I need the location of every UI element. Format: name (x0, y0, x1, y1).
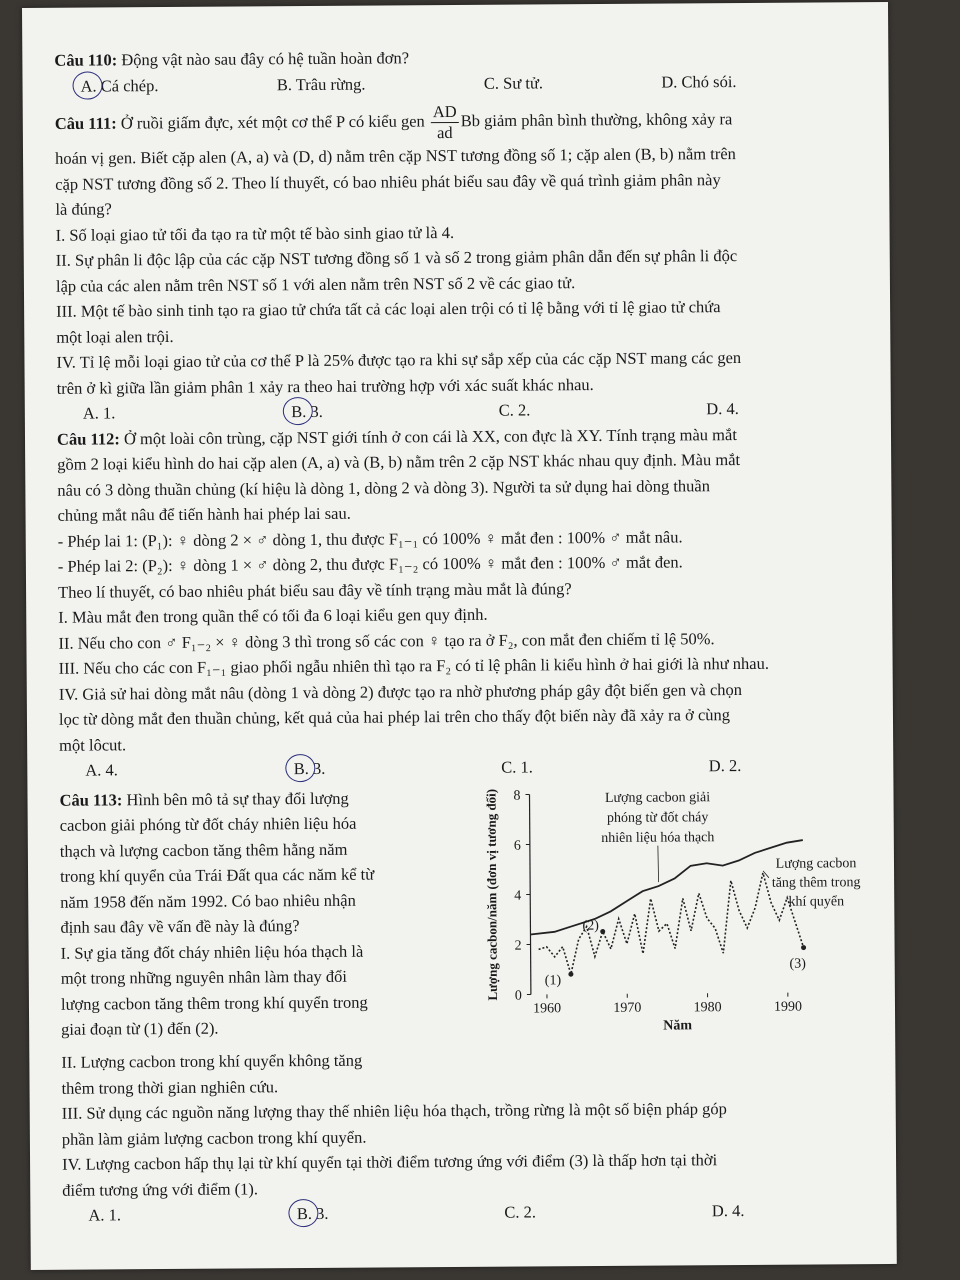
fraction-numerator: AD (431, 102, 459, 123)
annotation-dot (600, 928, 605, 933)
annotation-label: (2) (582, 917, 599, 934)
question-111-body (55, 140, 869, 401)
option-label: C. 1. (501, 757, 533, 777)
legend-atmosphere-line: tăng thêm trong (771, 874, 861, 891)
x-tick-label: 1990 (773, 999, 802, 1015)
x-tick-label: 1980 (693, 999, 722, 1015)
fraction-denominator: ad (437, 122, 453, 143)
question-text: Ở ruồi giấm đực, xét một cơ thể P có kiểu gen (116, 111, 429, 133)
option-d[interactable] (661, 69, 736, 95)
option-label: C. 2. (504, 1202, 537, 1222)
page-content (54, 42, 874, 1228)
option-a[interactable] (80, 73, 158, 99)
y-tick-label: 4 (514, 888, 522, 904)
text-line: một lôcut. (59, 734, 127, 755)
statement-2: II. Sự phân li độc lập của các cặp NST tương đồng số 1 và số 2 trong giảm phân dẫn đến sự phân li độc (55, 246, 738, 270)
text-line: chủng mắt nâu để tiến hành hai phép lai sau. (57, 503, 351, 525)
text-line: định sau đây về vấn đề này là đúng? (60, 916, 300, 937)
option-label: B. 3. (296, 1203, 329, 1224)
text-line: một trong những nguyên nhân làm thay đổi (60, 966, 348, 988)
text-line: phần làm giảm lượng cacbon trong khí quyển. (61, 1127, 367, 1149)
legend-atmosphere-pointer (763, 870, 769, 877)
legend-atmosphere-line: khí quyển (788, 893, 845, 910)
option-label: B. 3. (293, 758, 326, 779)
statement-4: IV. Giả sử hai dòng mắt nâu (dòng 1 và dòng 2) được tạo ra nhờ phương pháp gây đột biến gen và chọn (58, 679, 743, 704)
option-b[interactable] (277, 71, 366, 97)
y-tick-label: 2 (514, 938, 522, 954)
annotation-dot (568, 971, 573, 976)
legend-atmosphere-line: Lượng cacbon (775, 855, 857, 872)
text-line: thạch và lượng cacbon tăng thêm hằng năm (59, 839, 348, 861)
option-d[interactable] (706, 396, 739, 422)
statement-3: III. Nếu cho các con F₁₋₁ giao phối ngẫu nhiên thì tạo ra F₂ có tỉ lệ phân li kiểu hình ở hai giới là như nhau. (58, 653, 770, 678)
cross-1: - Phép lai 1: (P₁): ♀ dòng 2 × ♂ dòng 1, thu được F₁₋₁ có 100% ♀ mắt đen : 100% ♂ mắt nâu. (57, 526, 683, 551)
text-line: lượng cacbon tăng thêm trong khí quyển trong (60, 992, 368, 1014)
option-label: D. 4. (711, 1200, 745, 1221)
exam-page (22, 2, 897, 1270)
carbon-chart (457, 782, 873, 1047)
option-a[interactable] (88, 1202, 121, 1228)
legend-fossil-pointer (658, 845, 659, 882)
x-tick-label: 1970 (613, 1000, 642, 1016)
option-label: D. Chó sói. (661, 71, 737, 92)
option-d[interactable] (709, 753, 742, 779)
statement-3: III. Sử dụng các nguồn năng lượng thay thế nhiên liệu hóa thạch, trồng rừng là một số biện pháp góp (61, 1099, 727, 1123)
option-c[interactable] (484, 70, 543, 96)
question-number: Câu 113: (59, 789, 123, 810)
question-113 (59, 784, 457, 812)
question-113-text (59, 784, 459, 1049)
x-tick-label: 1960 (533, 1000, 562, 1016)
option-label: C. 2. (498, 400, 531, 420)
text-line: giai đoạn từ (1) đến (2). (61, 1018, 219, 1039)
statement-4: IV. Lượng cacbon hấp thụ lại từ khí quyển tại thời điểm tương ứng với điểm (3) là thấp hơn tại thời (62, 1150, 718, 1174)
option-a[interactable] (85, 757, 118, 783)
answer-circle-mark (72, 71, 102, 99)
cross-2: - Phép lai 2: (P₂): ♀ dòng 1 × ♂ dòng 2, thu được F₁₋₂ có 100% ♀ mắt đen : 100% ♂ mắt đen. (57, 552, 683, 576)
statement-1: I. Màu mắt đen trong quần thể có tối đa 6 loại kiểu gen quy định. (58, 604, 488, 627)
text-line: nâu có 3 dòng thuần chủng (kí hiệu là dòng 1, dòng 2 và dòng 3). Người ta sử dụng hai dòng thuần (57, 475, 711, 500)
y-tick-label: 6 (513, 838, 521, 854)
text-line: cacbon giải phóng từ đốt cháy nhiên liệu hóa (59, 813, 357, 835)
y-tick-label: 0 (514, 988, 522, 1004)
options-112 (59, 752, 871, 783)
option-label: A. 1. (88, 1205, 122, 1225)
series-line-fossil (530, 840, 804, 934)
question-number: Câu 111: (54, 113, 117, 134)
question-number: Câu 112: (56, 428, 120, 449)
text-line: trên ở kì giữa lần giảm phân 1 xảy ra theo hai trường hợp với xác suất khác nhau. (56, 374, 594, 398)
question-112-body (57, 446, 871, 758)
question-text: Ở một loài côn trùng, cặp NST giới tính ở con cái là XX, con đực là XY. Tính trạng màu mắt (119, 424, 737, 448)
option-b[interactable] (297, 1201, 329, 1227)
y-tick-label: 8 (513, 788, 521, 804)
option-label: A. Cá chép. (80, 75, 159, 96)
question-111 (55, 99, 867, 146)
statement-2: II. Nếu cho con ♂ F₁₋₂ × ♀ dòng 3 thì trong số các con ♀ tạo ra ở F₂, con mắt đen chiếm tỉ lệ 50%. (58, 628, 715, 653)
annotation-label: (3) (789, 956, 806, 972)
legend-fossil-line: nhiên liệu hóa thạch (601, 829, 715, 846)
text-line: một loại alen trội. (56, 326, 174, 347)
question-text: Hình bên mô tả sự thay đổi lượng (122, 788, 349, 809)
question-text: Bb giảm phân bình thường, không xảy ra (460, 109, 733, 131)
question-text: Động vật nào sau đây có hệ tuần hoàn đơn? (117, 48, 410, 70)
option-label: D. 2. (708, 755, 742, 776)
option-label: B. Trâu rừng. (276, 74, 366, 94)
option-a[interactable] (83, 400, 116, 426)
option-label: A. 4. (85, 760, 118, 780)
annotation-dot (801, 945, 806, 950)
option-c[interactable] (504, 1199, 536, 1225)
text-line: lập của các alen nằm trên NST số 1 với alen nằm trên NST số 2 về các giao tử. (55, 272, 576, 296)
statement-3: III. Một tế bào sinh tinh tạo ra giao tử chứa tất cả các loại alen trội có tỉ lệ bằng với tỉ lệ giao tử chứa (56, 297, 721, 321)
legend-fossil-line: phóng từ đốt cháy (606, 809, 709, 826)
statement-2: II. Lượng cacbon trong khí quyển không tăng (61, 1050, 363, 1072)
statement-1: I. Số loại giao tử tối đa tạo ra từ một tế bào sinh giao tử là 4. (55, 222, 455, 245)
option-label: B. 3. (291, 401, 323, 422)
question-number: Câu 110: (54, 50, 118, 70)
legend-fossil-line: Lượng cacbon giải (604, 789, 711, 806)
option-d[interactable] (712, 1198, 745, 1224)
option-c[interactable] (499, 397, 531, 423)
option-b[interactable] (291, 399, 323, 425)
option-b[interactable] (294, 756, 326, 782)
text-line: năm 1958 đến năm 1992. Có bao nhiêu nhận (60, 890, 356, 912)
genotype-fraction (431, 102, 459, 143)
text-line: cặp NST tương đồng số 2. Theo lí thuyết, có bao nhiêu phát biểu sau đây về quá trình giảm phân này (55, 169, 721, 194)
text-line: trong khí quyển của Trái Đất qua các năm kể từ (59, 864, 375, 886)
x-axis-label: Năm (663, 1017, 693, 1034)
text-line: thêm trong thời gian nghiên cứu. (61, 1076, 279, 1098)
text-line: lọc từ dòng mắt đen thuần chủng, kết quả của hai phép lai trên cho thấy đột biến này đã xảy ra ở cùng (58, 705, 731, 729)
annotation-label: (1) (544, 972, 562, 988)
text-line: Theo lí thuyết, có bao nhiêu phát biểu sau đây về tính trạng màu mắt là đúng? (58, 578, 572, 602)
option-label: A. 1. (82, 403, 116, 423)
text-line: hoán vị gen. Biết cặp alen (A, a) và (D, d) nằm trên cặp NST tương đồng số 1; cặp alen (B, b) nằm trên (54, 144, 736, 168)
text-line: là đúng? (55, 199, 112, 219)
statement-1: I. Sự gia tăng đốt cháy nhiên liệu hóa thạch là (60, 941, 364, 963)
option-label: C. Sư tử. (483, 72, 544, 93)
text-line: điểm tương ứng với điểm (1). (62, 1178, 259, 1200)
statement-4: IV. Tỉ lệ mỗi loại giao tử của cơ thể P là 25% được tạo ra khi sự sắp xếp của các cặp NST mang các gen (56, 347, 742, 372)
option-c[interactable] (501, 754, 533, 780)
question-113-split (59, 782, 873, 1050)
carbon-chart-svg (457, 782, 873, 1040)
text-line: gồm 2 loại kiểu hình do hai cặp alen (A, a) và (B, b) nằm trên 2 cặp NST khác nhau quy định. Màu mắt (57, 449, 741, 474)
y-axis-label: Lượng cacbon/năm (đơn vị tương đối) (483, 788, 500, 1001)
option-label: D. 4. (706, 399, 739, 419)
question-113-body (61, 1044, 874, 1203)
